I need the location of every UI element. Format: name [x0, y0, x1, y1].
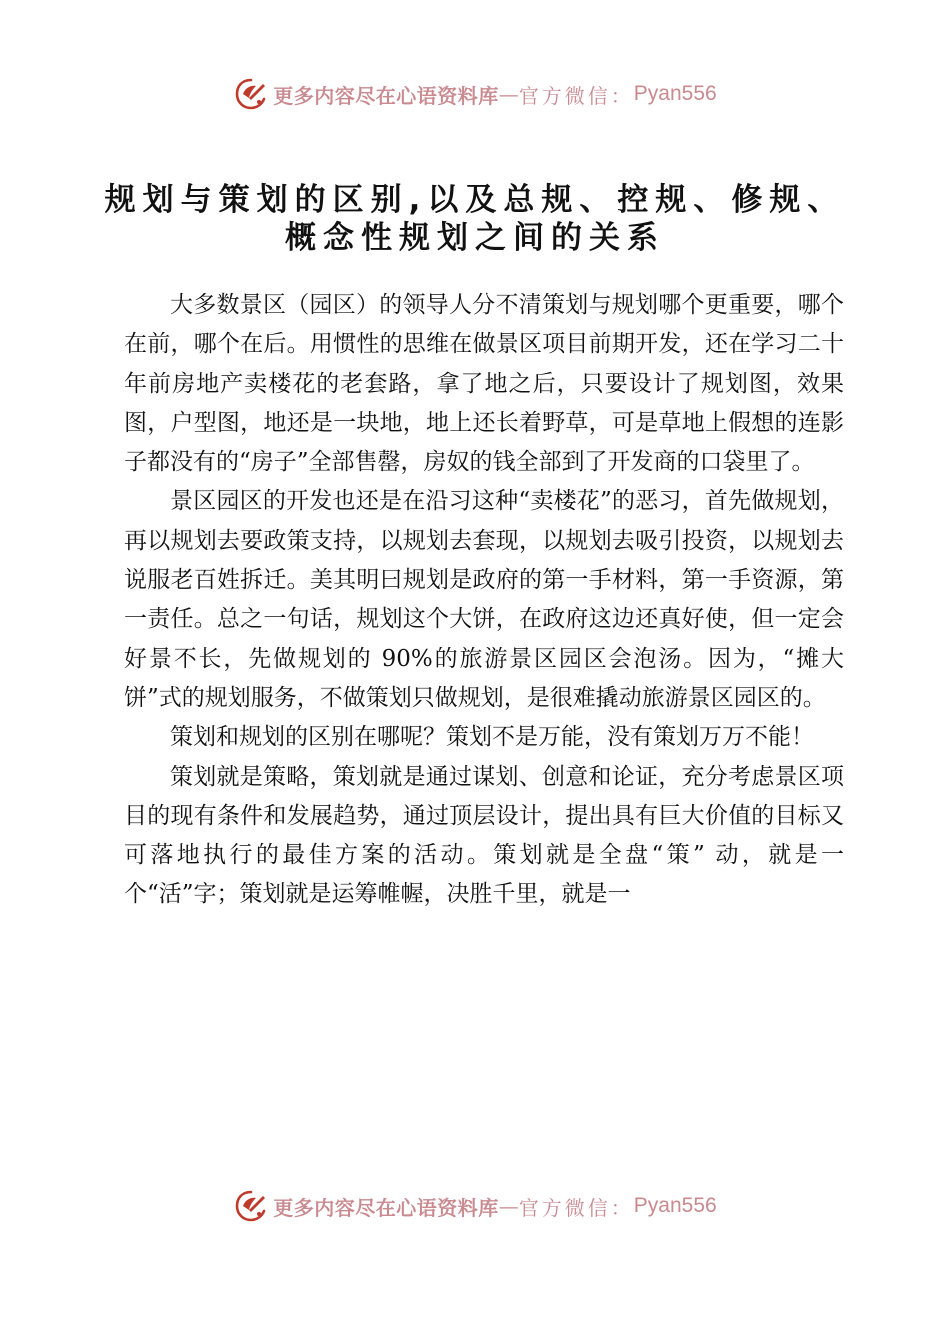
banner-separator: — — [498, 1194, 519, 1218]
wechat-id: Pyan556 — [633, 82, 717, 105]
wechat-label: 官方微信： — [518, 1195, 634, 1220]
footer-banner — [0, 1186, 950, 1226]
paragraph-4: 策划就是策略，策划就是通过谋划、创意和论证，充分考虑景区项目的现有条件和发展趋势，通过顶层设计，提出具有巨大价值的目标又可落地执行的最佳方案的活动。策划就是全盘“策” 动，就是一个“活”字；策划就是运筹帷幄，决胜千里，就是一 — [124, 763, 844, 908]
wechat-id: Pyan556 — [633, 1194, 717, 1217]
wechat-label: 官方微信： — [518, 83, 634, 108]
document-title-line-2: 概念性规划之间的关系 — [285, 220, 665, 256]
promo-text: 更多内容尽在心语资料库 — [273, 83, 499, 108]
promo-text: 更多内容尽在心语资料库 — [273, 1195, 499, 1220]
paragraph-3: 策划和规划的区别在哪呢？策划不是万能，没有策划万万不能！ — [170, 724, 814, 751]
pen-logo-icon — [233, 1188, 269, 1224]
pen-logo-icon — [233, 76, 269, 112]
banner-separator: — — [498, 82, 519, 106]
paragraph-2: 景区园区的开发也还是在沿习这种“卖楼花”的恶习，首先做规划，再以规划去要政策支持，以规划去套现，以规划去吸引投资，以规划去说服老百姓拆迁。美其明曰规划是政府的第一手材料，第一手资源，第一责任。总之一句话，规划这个大饼，在政府这边还真好使，但一定会好景不长，先做规划的 90%的旅游景区园区会泡汤。因为，“摊大饼”式的规划服务，不做策划只做规划，是很难撬动旅游景区园区的。 — [124, 488, 844, 711]
paragraph-1: 大多数景区（园区）的领导人分不清策划与规划哪个更重要，哪个在前，哪个在后。用惯性的思维在做景区项目前期开发，还在学习二十年前房地产卖楼花的老套路，拿了地之后，只要设计了规划图，效果图，户型图，地还是一块地，地上还长着野草，可是草地上假想的连影子都没有的“房子”全部售罄，房奴的钱全部到了开发商的口袋里了。 — [124, 292, 844, 476]
document-title-line-1: 规划与策划的区别,以及总规、控规、修规、 — [104, 182, 846, 218]
document-body — [124, 286, 844, 915]
header-banner — [0, 74, 950, 114]
